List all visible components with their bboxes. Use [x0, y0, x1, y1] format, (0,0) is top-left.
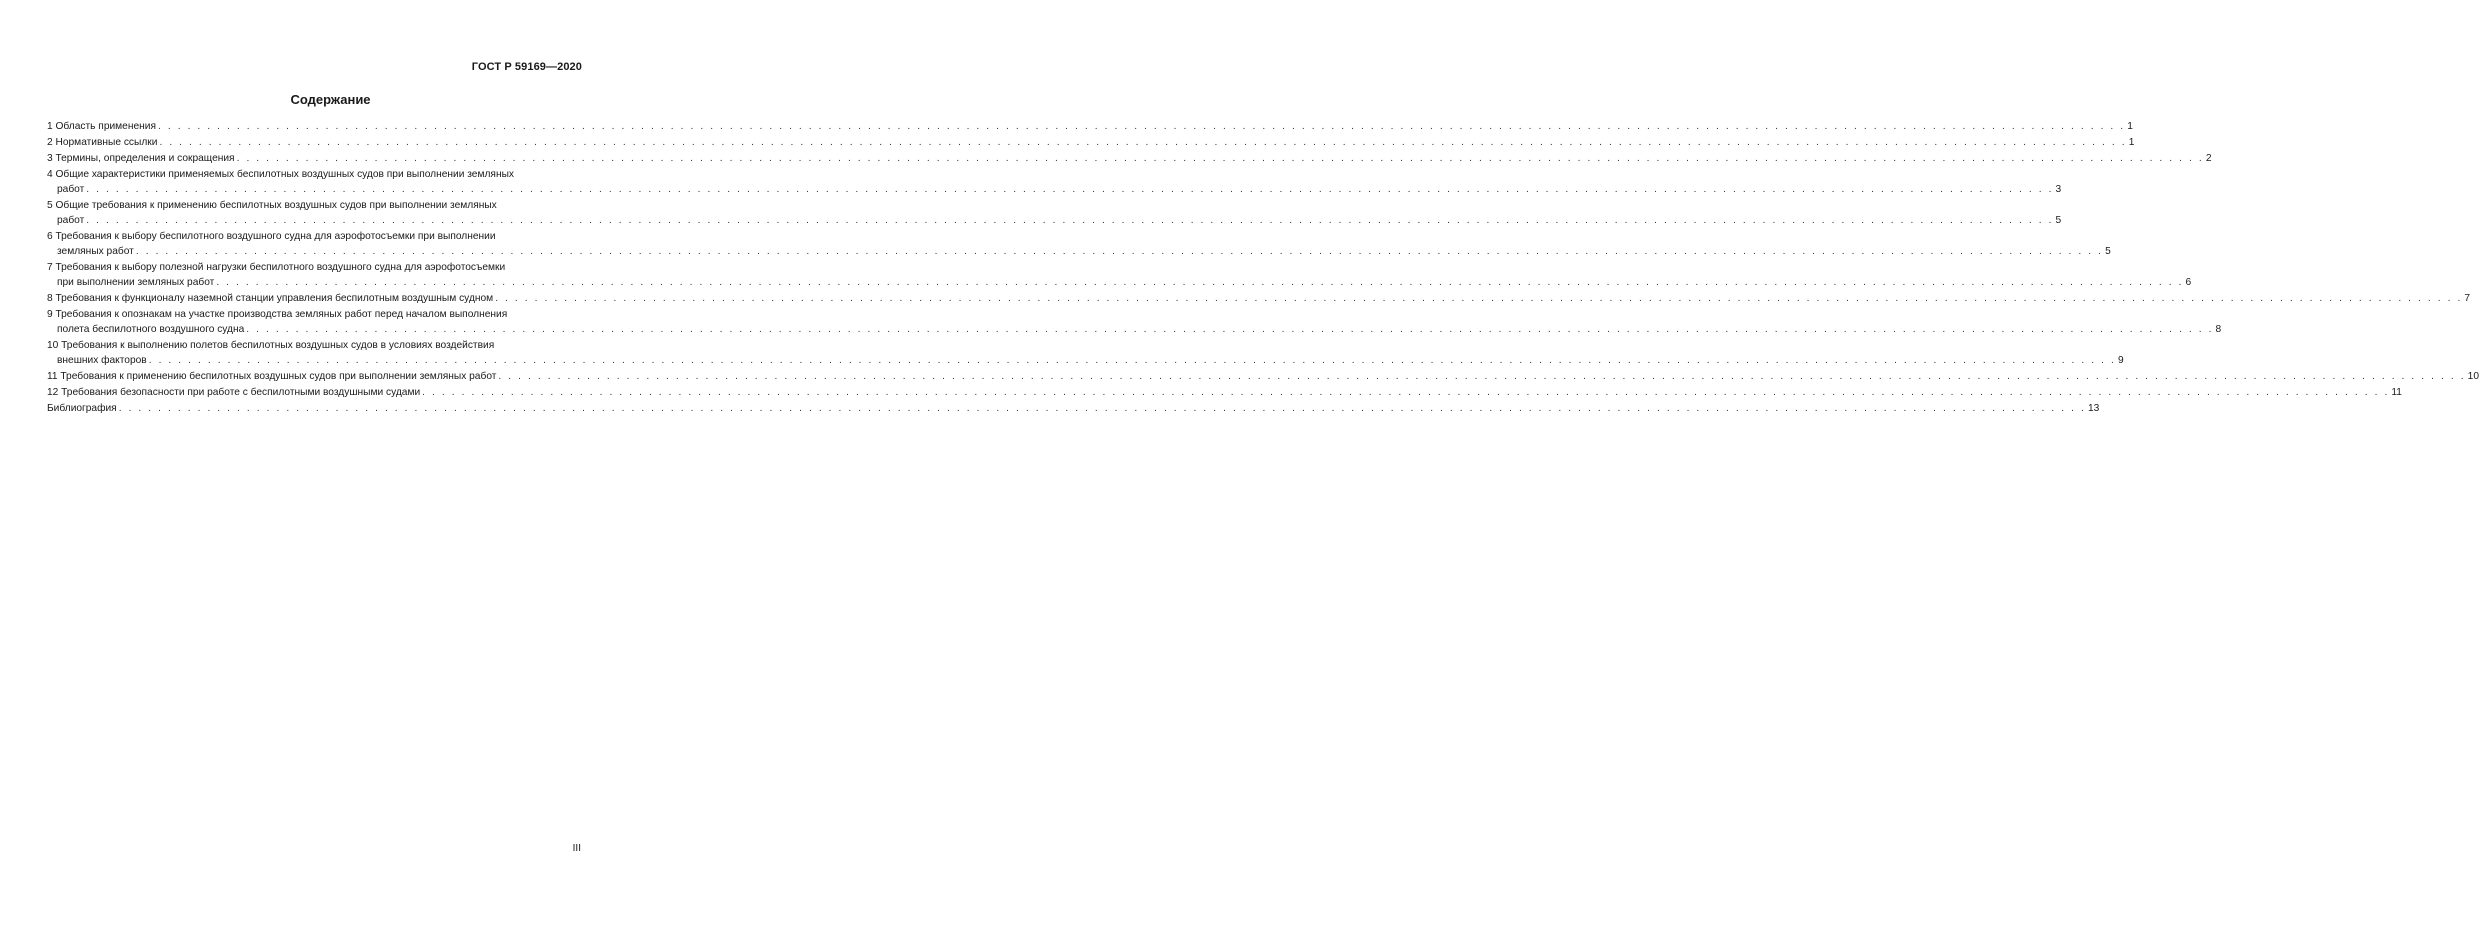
toc-entry-page: 7 — [2464, 293, 2471, 304]
toc-entry-title-line: 3 Термины, определения и сокращения — [47, 153, 235, 164]
dot-leader: . . . . . . . . . . . . . . . . . . . . . . . . . . . . . . . . . . . . . . . . . . . . . . . . . . . . . . . . . . . . . . . . . . . . . . . . . . . . . . . . . . . . . . . . . . . . . . . . . . . . . . . . . . . . . . . . . . . . . . . . . . . . . . . . . . . . . . . . . . . . . . . . . . . . . . . . . . . . . . . . . . . . . . . . . . . . . . . . . . . . . . . . . . . . . . . . . . . . . . . . — [216, 277, 2184, 288]
toc-entry-title-line: 9 Требования к опознакам на участке производства земляных работ перед началом выполнения — [47, 309, 508, 320]
page-number: III — [572, 843, 581, 854]
toc-entry-title-line: полета беспилотного воздушного судна — [57, 324, 245, 335]
table-of-contents — [47, 119, 2479, 417]
toc-entry-page: 6 — [2185, 277, 2192, 288]
toc-entry-title-line: работ — [57, 215, 85, 226]
toc-entry-page: 13 — [2087, 403, 2100, 414]
toc-entry-title-line: 8 Требования к функционалу наземной станции управления беспилотным воздушным судном — [47, 293, 494, 304]
toc-entry-page: 5 — [2055, 215, 2062, 226]
dot-leader: . . . . . . . . . . . . . . . . . . . . . . . . . . . . . . . . . . . . . . . . . . . . . . . . . . . . . . . . . . . . . . . . . . . . . . . . . . . . . . . . . . . . . . . . . . . . . . . . . . . . . . . . . . . . . . . . . . . . . . . . . . . . . . . . . . . . . . . . . . . . . . . . . . . . . . . . . . . . . . . . . . . . . . . . . . . . . . . . . . . . . . . . . . . . . . . . . . . . . . . . — [148, 355, 2116, 366]
dot-leader: . . . . . . . . . . . . . . . . . . . . . . . . . . . . . . . . . . . . . . . . . . . . . . . . . . . . . . . . . . . . . . . . . . . . . . . . . . . . . . . . . . . . . . . . . . . . . . . . . . . . . . . . . . . . . . . . . . . . . . . . . . . . . . . . . . . . . . . . . . . . . . . . . . . . . . . . . . . . . . . . . . . . . . . . . . . . . . . . . . . . . . . . . . . . . . . . . . . . . . . . — [86, 215, 2054, 226]
dot-leader: . . . . . . . . . . . . . . . . . . . . . . . . . . . . . . . . . . . . . . . . . . . . . . . . . . . . . . . . . . . . . . . . . . . . . . . . . . . . . . . . . . . . . . . . . . . . . . . . . . . . . . . . . . . . . . . . . . . . . . . . . . . . . . . . . . . . . . . . . . . . . . . . . . . . . . . . . . . . . . . . . . . . . . . . . . . . . . . . . . . . . . . . . . . . . . . . . . . . . . . . — [236, 153, 2204, 164]
toc-entry-title-line: работ — [57, 184, 85, 195]
dot-leader: . . . . . . . . . . . . . . . . . . . . . . . . . . . . . . . . . . . . . . . . . . . . . . . . . . . . . . . . . . . . . . . . . . . . . . . . . . . . . . . . . . . . . . . . . . . . . . . . . . . . . . . . . . . . . . . . . . . . . . . . . . . . . . . . . . . . . . . . . . . . . . . . . . . . . . . . . . . . . . . . . . . . . . . . . . . . . . . . . . . . . . . . . . . . . . . . . . . . . . . . — [246, 324, 2214, 335]
toc-entry-title-line: 7 Требования к выбору полезной нагрузки беспилотного воздушного судна для аэрофотосъемки — [47, 262, 506, 273]
toc-entry-title-line: Библиография — [47, 403, 117, 414]
toc-entry-title-line: при выполнении земляных работ — [57, 277, 215, 288]
toc-entry[interactable] — [47, 307, 2222, 337]
toc-entry[interactable] — [47, 291, 2471, 306]
toc-entry[interactable] — [47, 338, 2124, 368]
toc-entry-page: 9 — [2117, 355, 2124, 366]
toc-entry[interactable] — [47, 135, 2135, 150]
toc-entry-page: 1 — [2127, 121, 2133, 132]
dot-leader: . . . . . . . . . . . . . . . . . . . . . . . . . . . . . . . . . . . . . . . . . . . . . . . . . . . . . . . . . . . . . . . . . . . . . . . . . . . . . . . . . . . . . . . . . . . . . . . . . . . . . . . . . . . . . . . . . . . . . . . . . . . . . . . . . . . . . . . . . . . . . . . . . . . . . . . . . . . . . . . . . . . . . . . . . . . . . . . . . . . . . . . . . . . . . . . . . . . . . . . . — [86, 184, 2054, 195]
toc-entry[interactable] — [47, 119, 2133, 134]
document-number: ГОСТ Р 59169—2020 — [471, 61, 582, 73]
toc-entry[interactable] — [47, 369, 2479, 384]
toc-entry-page: 11 — [2391, 387, 2402, 398]
toc-entry-page: 2 — [2205, 153, 2212, 164]
dot-leader: . . . . . . . . . . . . . . . . . . . . . . . . . . . . . . . . . . . . . . . . . . . . . . . . . . . . . . . . . . . . . . . . . . . . . . . . . . . . . . . . . . . . . . . . . . . . . . . . . . . . . . . . . . . . . . . . . . . . . . . . . . . . . . . . . . . . . . . . . . . . . . . . . . . . . . . . . . . . . . . . . . . . . . . . . . . . . . . . . . . . . . . . . . . . . . . . . . . . . . . . — [118, 403, 2086, 414]
toc-entry-title-line: 10 Требования к выполнению полетов беспилотных воздушных судов в условиях воздействия — [47, 340, 495, 351]
toc-entry-title-line: внешних факторов — [57, 355, 147, 366]
dot-leader: . . . . . . . . . . . . . . . . . . . . . . . . . . . . . . . . . . . . . . . . . . . . . . . . . . . . . . . . . . . . . . . . . . . . . . . . . . . . . . . . . . . . . . . . . . . . . . . . . . . . . . . . . . . . . . . . . . . . . . . . . . . . . . . . . . . . . . . . . . . . . . . . . . . . . . . . . . . . . . . . . . . . . . . . . . . . . . . . . . . . . . . . . . . . . . . . . . . . . . . . — [498, 371, 2466, 382]
toc-entry-title-line: 2 Нормативные ссылки — [47, 137, 158, 148]
toc-entry[interactable] — [47, 229, 2111, 259]
toc-entry-title-line: 11 Требования к применению беспилотных воздушных судов при выполнении земляных работ — [47, 371, 497, 382]
dot-leader: . . . . . . . . . . . . . . . . . . . . . . . . . . . . . . . . . . . . . . . . . . . . . . . . . . . . . . . . . . . . . . . . . . . . . . . . . . . . . . . . . . . . . . . . . . . . . . . . . . . . . . . . . . . . . . . . . . . . . . . . . . . . . . . . . . . . . . . . . . . . . . . . . . . . . . . . . . . . . . . . . . . . . . . . . . . . . . . . . . . . . . . . . . . . . . . . . . . . . . . . — [495, 293, 2463, 304]
toc-entry[interactable] — [47, 401, 2100, 416]
toc-entry-title-line: 1 Область применения — [47, 121, 156, 132]
dot-leader: . . . . . . . . . . . . . . . . . . . . . . . . . . . . . . . . . . . . . . . . . . . . . . . . . . . . . . . . . . . . . . . . . . . . . . . . . . . . . . . . . . . . . . . . . . . . . . . . . . . . . . . . . . . . . . . . . . . . . . . . . . . . . . . . . . . . . . . . . . . . . . . . . . . . . . . . . . . . . . . . . . . . . . . . . . . . . . . . . . . . . . . . . . . . . . . . . . . . . . . . — [159, 137, 2127, 148]
toc-entry-page: 10 — [2467, 371, 2479, 382]
page-title: Содержание — [290, 92, 371, 107]
toc-entry-page: 8 — [2215, 324, 2222, 335]
dot-leader: . . . . . . . . . . . . . . . . . . . . . . . . . . . . . . . . . . . . . . . . . . . . . . . . . . . . . . . . . . . . . . . . . . . . . . . . . . . . . . . . . . . . . . . . . . . . . . . . . . . . . . . . . . . . . . . . . . . . . . . . . . . . . . . . . . . . . . . . . . . . . . . . . . . . . . . . . . . . . . . . . . . . . . . . . . . . . . . . . . . . . . . . . . . . . . . . . . . . . . . . — [135, 246, 2104, 257]
toc-entry-title-line: 6 Требования к выбору беспилотного воздушного судна для аэрофотосъемки при выполнении — [47, 231, 496, 242]
toc-entry-title-line: 4 Общие характеристики применяемых беспилотных воздушных судов при выполнении земляных — [47, 169, 514, 180]
dot-leader: . . . . . . . . . . . . . . . . . . . . . . . . . . . . . . . . . . . . . . . . . . . . . . . . . . . . . . . . . . . . . . . . . . . . . . . . . . . . . . . . . . . . . . . . . . . . . . . . . . . . . . . . . . . . . . . . . . . . . . . . . . . . . . . . . . . . . . . . . . . . . . . . . . . . . . . . . . . . . . . . . . . . . . . . . . . . . . . . . . . . . . . . . . . . . . . . . . . . . . . . — [157, 121, 2126, 132]
toc-entry-title-line: 5 Общие требования к применению беспилотных воздушных судов при выполнении земляных — [47, 200, 497, 211]
dot-leader: . . . . . . . . . . . . . . . . . . . . . . . . . . . . . . . . . . . . . . . . . . . . . . . . . . . . . . . . . . . . . . . . . . . . . . . . . . . . . . . . . . . . . . . . . . . . . . . . . . . . . . . . . . . . . . . . . . . . . . . . . . . . . . . . . . . . . . . . . . . . . . . . . . . . . . . . . . . . . . . . . . . . . . . . . . . . . . . . . . . . . . . . . . . . . . . . . . . . . . . . — [422, 387, 2390, 398]
toc-entry-title-line: земляных работ — [57, 246, 134, 257]
toc-entry[interactable] — [47, 198, 2062, 228]
toc-entry-page: 1 — [2128, 137, 2135, 148]
toc-entry[interactable] — [47, 260, 2192, 290]
toc-entry-page: 5 — [2105, 246, 2111, 257]
toc-entry-page: 3 — [2055, 184, 2062, 195]
toc-entry[interactable] — [47, 167, 2062, 197]
toc-entry-title-line: 12 Требования безопасности при работе с беспилотными воздушными судами — [47, 387, 421, 398]
toc-entry[interactable] — [47, 151, 2212, 166]
toc-entry[interactable] — [47, 385, 2402, 400]
